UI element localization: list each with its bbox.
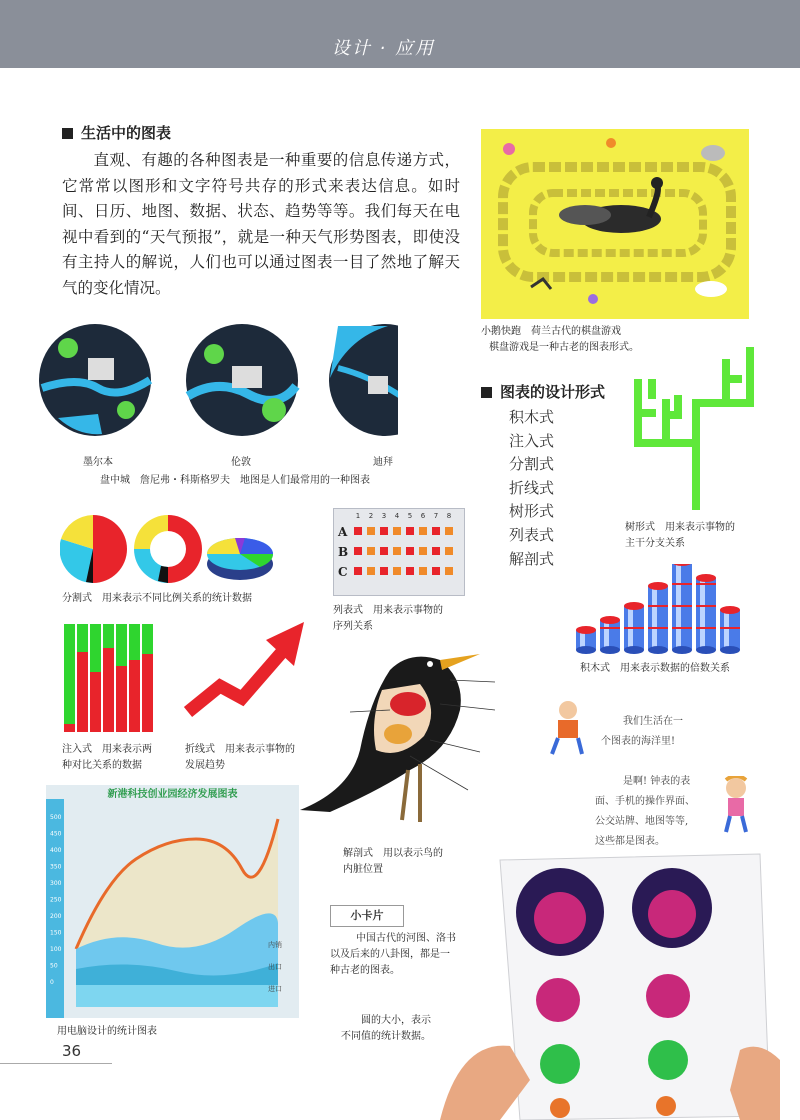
y-tick-label: 200 xyxy=(50,913,62,920)
legend-export: 出口 xyxy=(268,963,282,971)
circles-caption-1: 圆的大小，表示 xyxy=(361,1015,431,1026)
list-caption-2: 序列关系 xyxy=(333,621,373,632)
inject-bar-green xyxy=(64,624,75,732)
block-cylinder-bottom xyxy=(672,646,692,654)
list-cell xyxy=(354,527,362,535)
block-cylinder-bottom xyxy=(576,646,596,654)
line-caption-2: 发展趋势 xyxy=(185,760,225,771)
block-cylinder-body xyxy=(648,586,668,650)
form-item: 分割式 xyxy=(509,455,555,474)
list-row-label: B xyxy=(338,545,349,559)
list-cell xyxy=(354,547,362,555)
block-cylinder-top xyxy=(696,574,716,582)
circles-caption-2: 不同值的统计数据。 xyxy=(341,1031,431,1042)
line-caption-1: 折线式 用来表示事物的 xyxy=(185,744,295,755)
form-item: 树形式 xyxy=(509,502,555,521)
y-tick-label: 350 xyxy=(50,863,62,871)
comic-bubble-2-line-1: 是啊! 钟表的表 xyxy=(623,776,691,787)
map-london xyxy=(186,324,298,436)
list-cell xyxy=(432,567,440,575)
hetu-card-icon xyxy=(330,905,404,927)
anatomy-caption-1: 解剖式 用以表示鸟的 xyxy=(343,848,443,859)
inject-caption-2: 种对比关系的数据 xyxy=(62,760,142,771)
section-title-design-forms xyxy=(481,381,605,402)
intro-paragraph xyxy=(62,148,460,301)
list-cell xyxy=(419,527,427,535)
block-chart xyxy=(572,564,740,660)
comic-bubble-2-line-4: 这些都是图表。 xyxy=(595,836,665,847)
list-cell xyxy=(445,527,453,535)
list-cell xyxy=(445,547,453,555)
list-cell xyxy=(419,547,427,555)
block-cylinder-top xyxy=(624,602,644,610)
block-cylinder-bottom xyxy=(720,646,740,654)
block-cylinder-shine xyxy=(652,586,657,650)
block-cylinder-shine xyxy=(700,578,705,650)
y-tick-label: 0 xyxy=(50,979,54,986)
form-item: 列表式 xyxy=(509,525,555,544)
list-cell xyxy=(380,547,388,555)
list-cell xyxy=(380,567,388,575)
list-cell xyxy=(432,547,440,555)
3d-pie-chart xyxy=(207,538,273,580)
list-col-label: 8 xyxy=(446,512,452,520)
inject-bar-red xyxy=(129,660,140,732)
list-col-label: 5 xyxy=(407,512,413,520)
inject-chart xyxy=(62,624,162,734)
hetu-caption-2: 以及后来的八卦图，都是一 xyxy=(330,949,450,960)
inject-bar-red xyxy=(142,654,153,732)
computer-chart-plot xyxy=(46,799,299,1018)
list-cell xyxy=(354,567,362,575)
block-cylinder-body xyxy=(600,620,620,650)
goose-board-drawing xyxy=(481,129,749,319)
list-row-label: C xyxy=(338,565,348,579)
computer-chart xyxy=(46,785,299,1018)
map-label-london: 伦敦 xyxy=(231,457,251,468)
pie-chart xyxy=(60,515,127,583)
list-col-label: 2 xyxy=(368,512,374,520)
list-cell xyxy=(380,527,388,535)
list-cell xyxy=(432,527,440,535)
section-title-text: 生活中的图表 xyxy=(81,124,172,142)
list-cell xyxy=(367,547,375,555)
map-dubai xyxy=(329,324,398,436)
tree-caption-2: 主干分支关系 xyxy=(625,538,685,549)
list-cell xyxy=(393,527,401,535)
map-label-dubai: 迪拜 xyxy=(373,457,393,468)
list-cell xyxy=(445,567,453,575)
block-cylinder-bottom xyxy=(696,646,716,654)
block-cylinder-top xyxy=(600,616,620,624)
list-cell xyxy=(367,527,375,535)
comic-bubble-2-line-2: 面、手机的操作界面、 xyxy=(595,796,695,807)
list-col-label: 1 xyxy=(355,512,361,520)
page-number: 36 xyxy=(62,1042,82,1060)
form-item: 注入式 xyxy=(509,431,555,450)
block-cylinder-bottom xyxy=(600,646,620,654)
inject-caption-1: 注入式 用来表示两 xyxy=(62,744,152,755)
form-item: 折线式 xyxy=(509,478,555,497)
map-label-melbourne: 墨尔本 xyxy=(83,457,113,468)
comic-girl-icon xyxy=(716,776,756,834)
map-melbourne xyxy=(39,324,151,436)
block-cylinder-body xyxy=(696,578,716,650)
inject-bar-red xyxy=(103,648,114,732)
legend-domestic: 内销 xyxy=(268,941,282,949)
y-tick-label: 150 xyxy=(50,929,62,937)
tree-chart xyxy=(622,343,772,510)
legend-import: 进口 xyxy=(268,985,282,993)
section-title-text: 图表的设计形式 xyxy=(500,383,606,401)
footer-rule xyxy=(0,1063,112,1064)
square-bullet-icon xyxy=(62,128,73,139)
tree-caption-1: 树形式 用来表示事物的 xyxy=(625,522,735,533)
list-caption-1: 列表式 用来表示事物的 xyxy=(333,605,443,616)
y-tick-label: 450 xyxy=(50,830,62,838)
list-cell xyxy=(393,547,401,555)
list-cell xyxy=(419,567,427,575)
split-charts xyxy=(60,512,290,588)
design-forms-list xyxy=(509,406,554,571)
list-cell xyxy=(406,527,414,535)
inject-bar-red xyxy=(64,724,75,732)
goose-board-illustration xyxy=(481,129,749,319)
city-map-circles xyxy=(38,318,398,458)
block-cylinder-bottom xyxy=(648,646,668,654)
y-tick-label: 250 xyxy=(50,896,62,904)
city-maps-caption: 盘中城 詹尼弗・科斯格罗夫 地图是人们最常用的一种图表 xyxy=(100,475,370,486)
list-col-label: 7 xyxy=(433,512,439,520)
square-bullet-icon xyxy=(481,387,492,398)
block-cylinder-top xyxy=(720,606,740,614)
inject-bar-red xyxy=(116,666,127,732)
list-cell xyxy=(367,567,375,575)
list-cell xyxy=(393,567,401,575)
hetu-caption-1: 中国古代的河图、洛书 xyxy=(356,933,456,944)
y-tick-label: 100 xyxy=(50,946,62,953)
block-cylinder-bottom xyxy=(624,646,644,654)
block-cylinder-body xyxy=(720,610,740,650)
form-item: 解剖式 xyxy=(509,549,555,568)
anatomy-caption-2: 内脏位置 xyxy=(343,864,383,875)
computer-chart-caption: 用电脑设计的统计图表 xyxy=(57,1026,157,1037)
comic-bubble-1-line-1: 我们生活在一 xyxy=(623,716,683,727)
bird-anatomy-illustration xyxy=(290,640,520,840)
hetu-caption-3: 种古老的图表。 xyxy=(330,965,400,976)
y-tick-label: 300 xyxy=(50,880,62,887)
section-title-life-charts xyxy=(62,122,171,143)
list-cell xyxy=(406,547,414,555)
block-cylinder-top xyxy=(576,626,596,634)
form-item: 积木式 xyxy=(509,408,555,426)
list-col-label: 6 xyxy=(420,512,426,520)
inject-bar-red xyxy=(77,652,88,732)
y-tick-label: 50 xyxy=(50,962,58,970)
goose-caption-1: 小鹅快跑 荷兰古代的棋盘游戏 xyxy=(481,326,621,337)
computer-chart-title: 新港科技创业园经济发展图表 xyxy=(107,789,238,800)
list-row-label: A xyxy=(338,525,348,539)
y-tick-label: 400 xyxy=(50,847,62,854)
hetu-card-text: 小卡片 xyxy=(350,909,384,922)
inject-bar-red xyxy=(90,672,101,732)
y-tick-label: 500 xyxy=(50,814,62,821)
split-caption: 分割式 用来表示不同比例关系的统计数据 xyxy=(62,593,252,604)
block-cylinder-top xyxy=(648,582,668,590)
header-title: 设计 · 应用 xyxy=(331,38,435,59)
comic-bubble-2-line-3: 公交站牌、地图等等, xyxy=(595,816,689,827)
list-chart xyxy=(333,508,465,596)
donut-chart xyxy=(134,515,202,583)
block-cylinder-shine xyxy=(604,620,609,650)
intro-text: 直观、有趣的各种图表是一种重要的信息传递方式，它常常以图形和文字符号共存的形式来表达信息。如时间、日历、地图、数据、状态、趋势等等。我们每天在电视中看到的“天气预报”，就是一种天气形势图表，即使没有主持人的解说，人们也可以通过图表一目了然地了解天气的变化情况。 xyxy=(62,151,460,297)
list-col-label: 4 xyxy=(394,512,400,520)
list-cell xyxy=(406,567,414,575)
comic-bubble-1-line-2: 个图表的海洋里! xyxy=(601,736,676,747)
block-caption: 积木式 用来表示数据的倍数关系 xyxy=(580,663,730,674)
block-cylinder-shine xyxy=(724,610,729,650)
list-chart-grid xyxy=(334,509,464,595)
list-col-label: 3 xyxy=(381,512,387,520)
circle-poster-photo xyxy=(440,850,780,1120)
goose-caption-2: 棋盘游戏是一种古老的图表形式。 xyxy=(489,342,639,353)
comic-kid-icon xyxy=(548,700,588,756)
